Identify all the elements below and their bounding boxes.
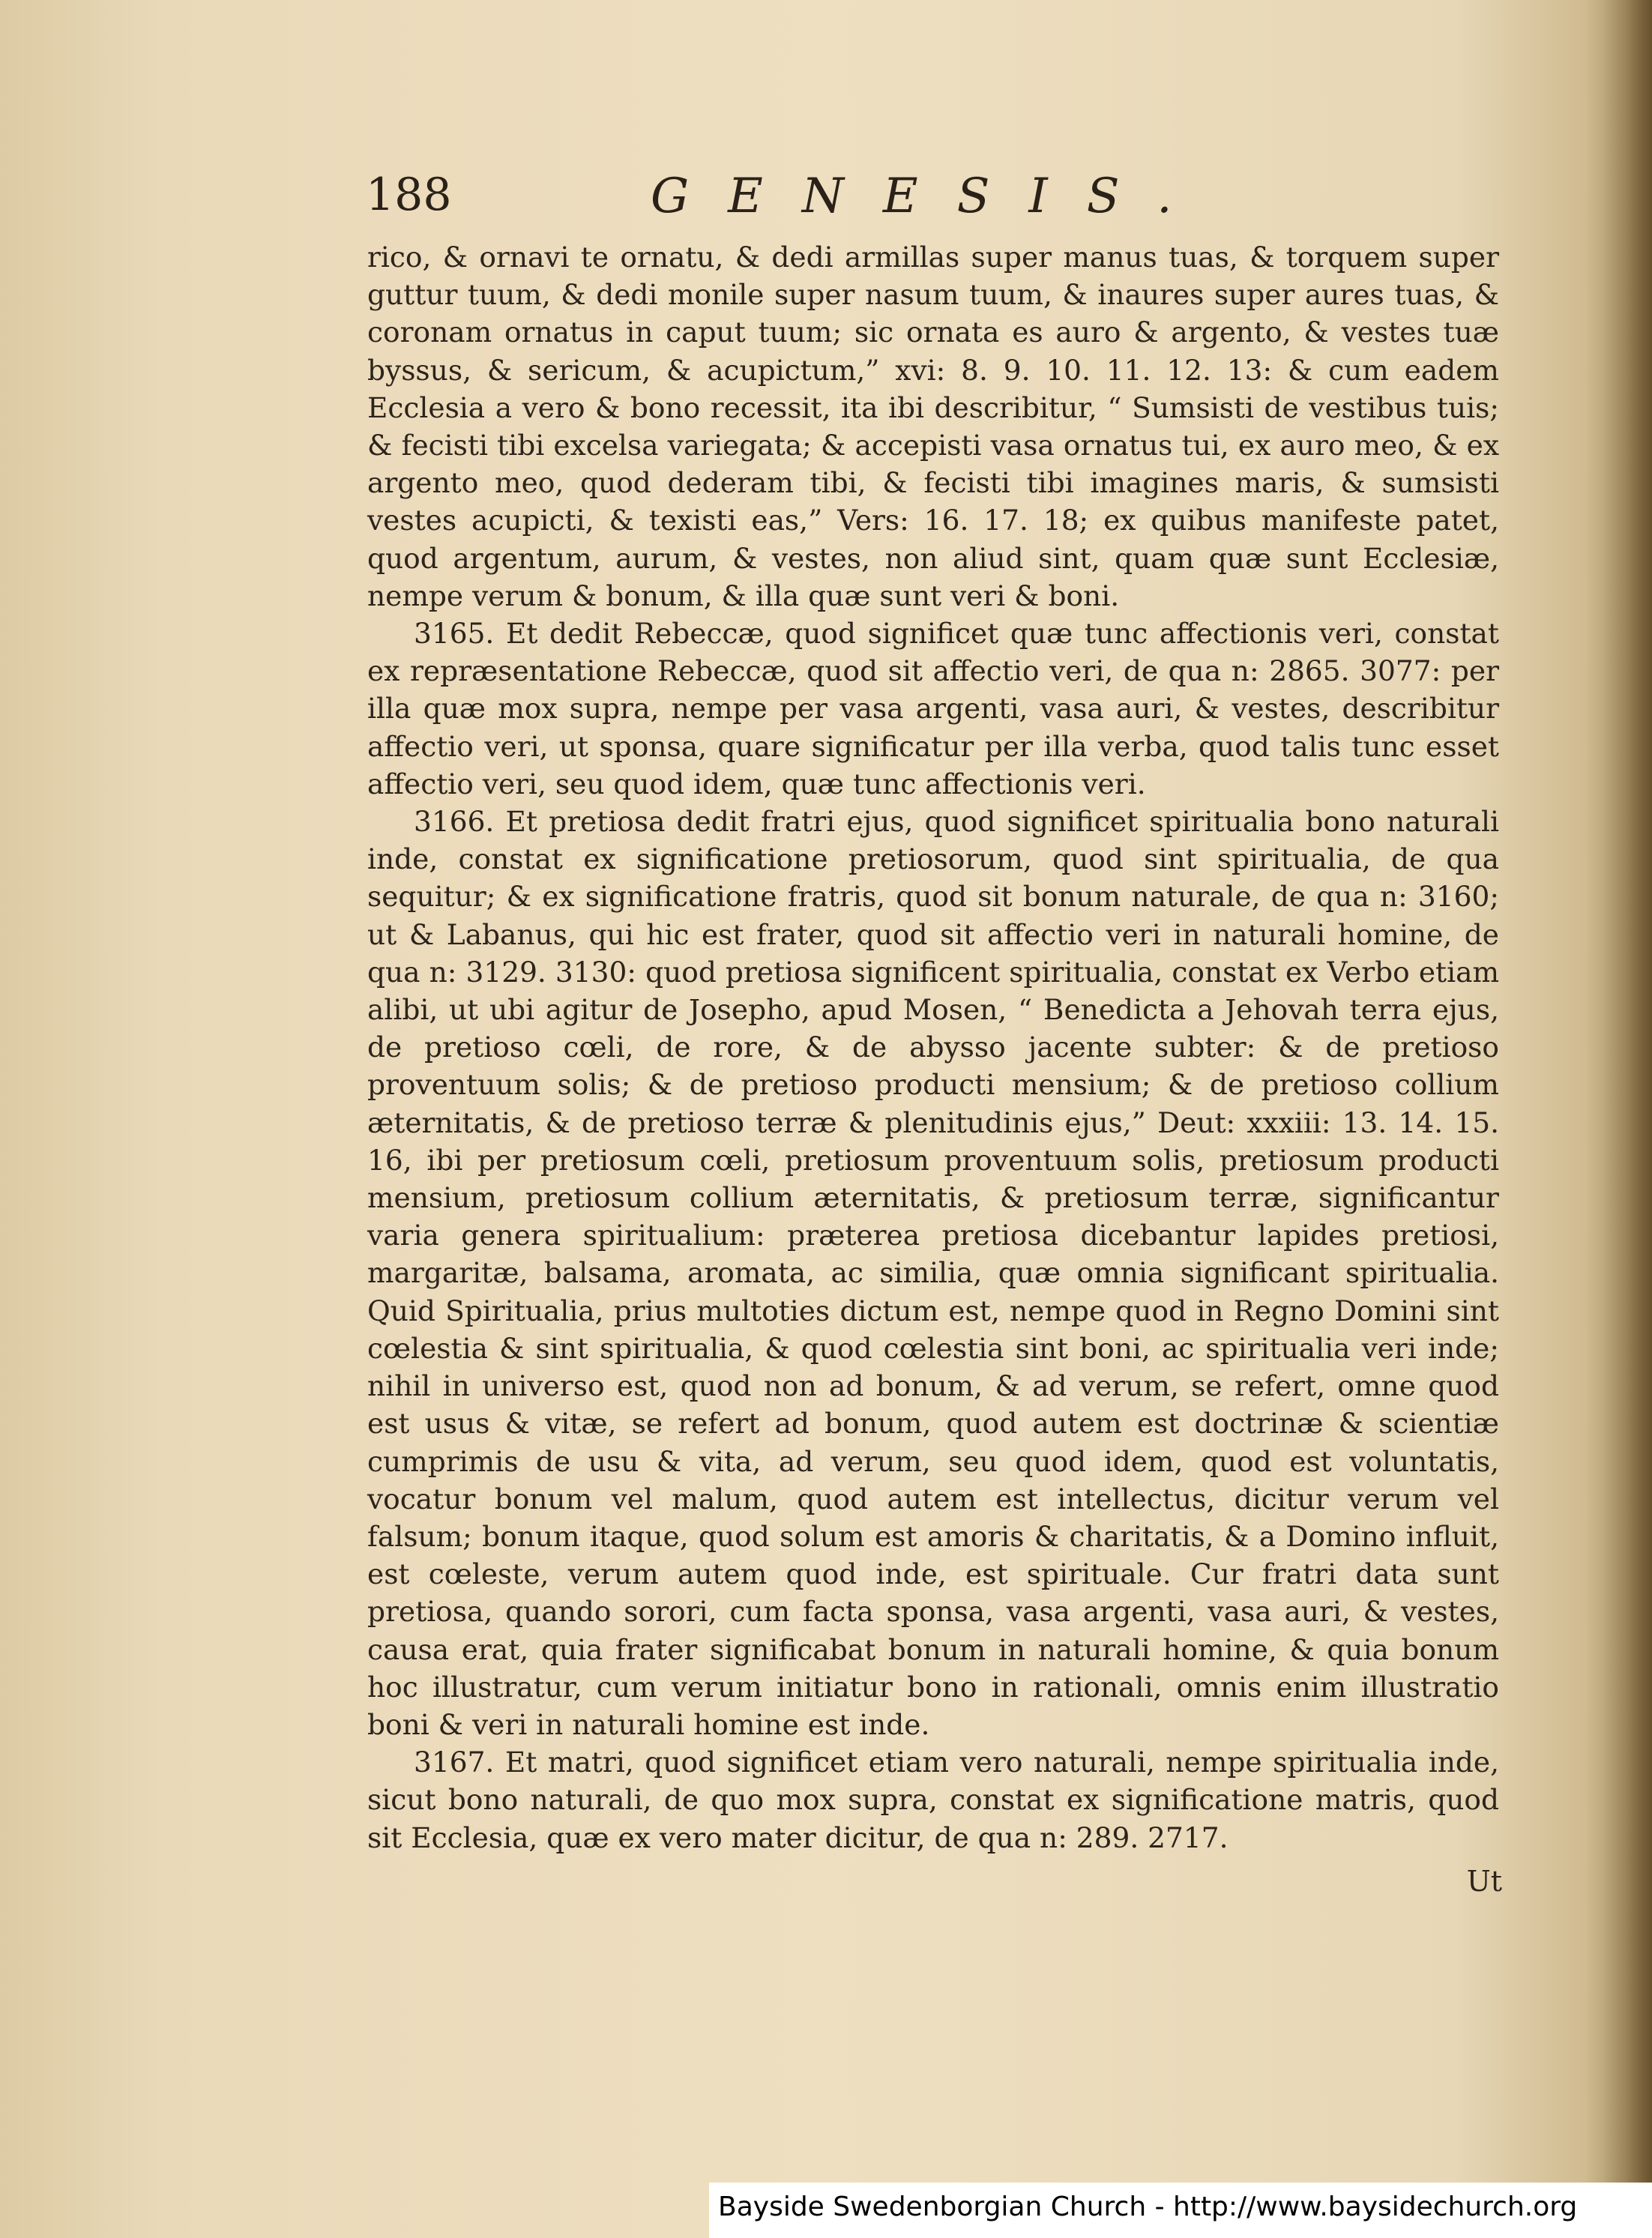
paragraph-3166: 3166. Et pretiosa dedit fratri ejus, quod significet spiritualia bono naturali inde, constat ex significatione pretiosorum, quod sint spiritualia, de qua sequitur; & ex significatione fratris, quod sit bonum naturale, de qua n: 3160; ut & Labanus, qui hic est frater, quod sit affectio veri in naturali homine, de qua n: 3129. 3130: quod pretiosa significent spiritualia, constat ex Verbo etiam alibi, ut ubi agitur de Josepho, apud Mosen, “ Benedicta a Jehovah terra ejus, de pretioso cœli, de rore, & de abysso jacente subter: & de pretioso proventuum solis; & de pretioso producti mensium; & de pretioso collium æternitatis, & de pretioso terræ & plenitudinis ejus,” Deut: xxxiii: 13. 14. 15. 16, ibi per pretiosum cœli, pretiosum proventuum solis, pretiosum producti mensium, pretiosum collium æternitatis, & pretiosum terræ, significantur varia genera spiritualium: præterea pretiosa dicebantur lapides pretiosi, margaritæ, balsama, aromata, ac similia, quæ omnia significant spiritualia. Quid Spiritualia, prius multoties dictum est, nempe quod in Regno Domini sint cœlestia & sint spiritualia, & quod cœlestia sint boni, ac spiritualia veri inde; nihil in universo est, quod non ad bonum, & ad verum, se refert, omne quod est usus & vitæ, se refert ad bonum, quod autem est doctrinæ & scientiæ cumprimis de usu & vita, ad verum, seu quod idem, quod est voluntatis, vocatur bonum vel malum, quod autem est intellectus, dicitur verum vel falsum; bonum itaque, quod solum est amoris & charitatis, & a Domino influit, est cœleste, verum autem quod inde, est spirituale. Cur fratri data sunt pretiosa, quando sorori, cum facta sponsa, vasa argenti, vasa auri, & vestes, causa erat, quia frater significabat bonum in naturali homine, & quia bonum hoc illustratur, cum verum initiatur bono in rationali, omnis enim illustratio boni & veri in naturali homine est inde.	[367, 805, 1499, 1741]
catchword: Ut	[1466, 1865, 1502, 1898]
page-binding-shadow	[1585, 0, 1652, 2238]
body-text	[367, 238, 1499, 1857]
page-number: 188	[366, 169, 452, 221]
watermark-banner	[709, 2183, 1652, 2238]
paragraph-3165: 3165. Et dedit Rebeccæ, quod significet quæ tunc affectionis veri, constat ex repræsentatione Rebeccæ, quod sit affectio veri, de qua n: 2865. 3077: per illa quæ mox supra, nempe per vasa argenti, vasa auri, & vestes, describitur affectio veri, ut sponsa, quare significatur per illa verba, quod talis tunc esset affectio veri, seu quod idem, quæ tunc affectionis veri.	[367, 617, 1499, 800]
page-header	[366, 169, 1505, 236]
paragraph-3167: 3167. Et matri, quod significet etiam vero naturali, nempe spiritualia inde, sicut bono naturali, de quo mox supra, constat ex significatione matris, quod sit Ecclesia, quæ ex vero mater dicitur, de qua n: 289. 2717.	[367, 1746, 1499, 1854]
watermark-text: Bayside Swedenborgian Church - http://www.baysidechurch.org	[718, 2192, 1578, 2222]
paragraph-continuation: rico, & ornavi te ornatu, & dedi armillas super manus tuas, & torquem super guttur tuum, & dedi monile super nasum tuum, & inaures super aures tuas, & coronam ornatus in caput tuum; sic ornata es auro & argento, & vestes tuæ byssus, & sericum, & acupictum,” xvi: 8. 9. 10. 11. 12. 13: & cum eadem Ecclesia a vero & bono recessit, ita ibi describitur, “ Sumsisti de vestibus tuis; & fecisti tibi excelsa variegata; & accepisti vasa ornatus tui, ex auro meo, & ex argento meo, quod dederam tibi, & fecisti tibi imagines maris, & sumsisti vestes acupicti, & texisti eas,” Vers: 16. 17. 18; ex quibus manifeste patet, quod argentum, aurum, & vestes, non aliud sint, quam quæ sunt Ecclesiæ, nempe verum & bonum, & illa quæ sunt veri & boni.	[367, 241, 1499, 612]
running-title: GENESIS.	[651, 169, 1211, 224]
